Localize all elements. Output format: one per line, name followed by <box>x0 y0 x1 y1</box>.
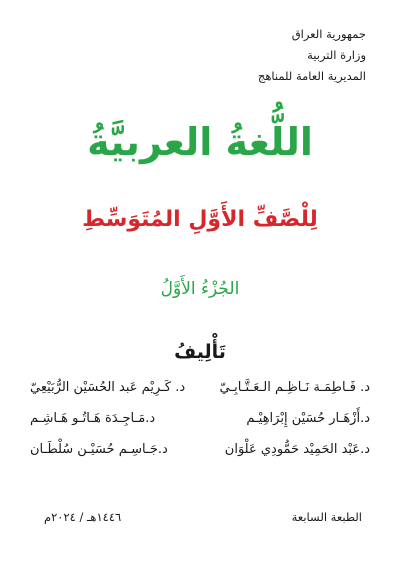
author-name: د.جَـاسِـم حُسَيْـن سُلْطَـان <box>30 442 168 457</box>
author-row <box>30 380 370 411</box>
ministry-line: وزارة التربية <box>307 48 366 62</box>
author-row <box>30 442 370 473</box>
author-name: د. كَـرِيْم عَبد الحُسَيْن الرُّبَيْعِيّ <box>30 380 186 395</box>
ministry-header <box>258 24 366 87</box>
part-label: الجُزْءُ الأَوَّلُ <box>160 279 240 299</box>
country-line: جمهورية العراق <box>291 27 366 41</box>
edition-label: الطبعة السابعة <box>291 510 362 524</box>
authors-list <box>30 380 370 473</box>
authorship-heading: تَأْلِيفُ <box>174 341 226 363</box>
grade-subtitle: لِلْصَّفِّ الأَوَّلِ المُتَوَسِّطِ <box>82 207 318 232</box>
author-row <box>30 411 370 442</box>
author-name: د. فَـاطِمَـة نَـاظِـم الـعَـتَّـابِـيّ <box>219 380 370 395</box>
directorate-line: المديرية العامة للمناهج <box>257 69 366 83</box>
author-name: د.عَبْد الحَمِيْد حَمُّودِي عَلْوَان <box>224 442 370 457</box>
publication-year: ١٤٤٦هـ / ٢٠٢٤م <box>44 510 122 524</box>
book-title: اللُّغةُ العربيَّةُ <box>87 120 313 164</box>
author-name: د.أَزْهَـار حُسَيْن إِبْرَاهِيْـم <box>246 411 370 426</box>
author-name: د.مَـاجِـدَة هَـاتُـو هَـاشِـم <box>30 411 156 426</box>
